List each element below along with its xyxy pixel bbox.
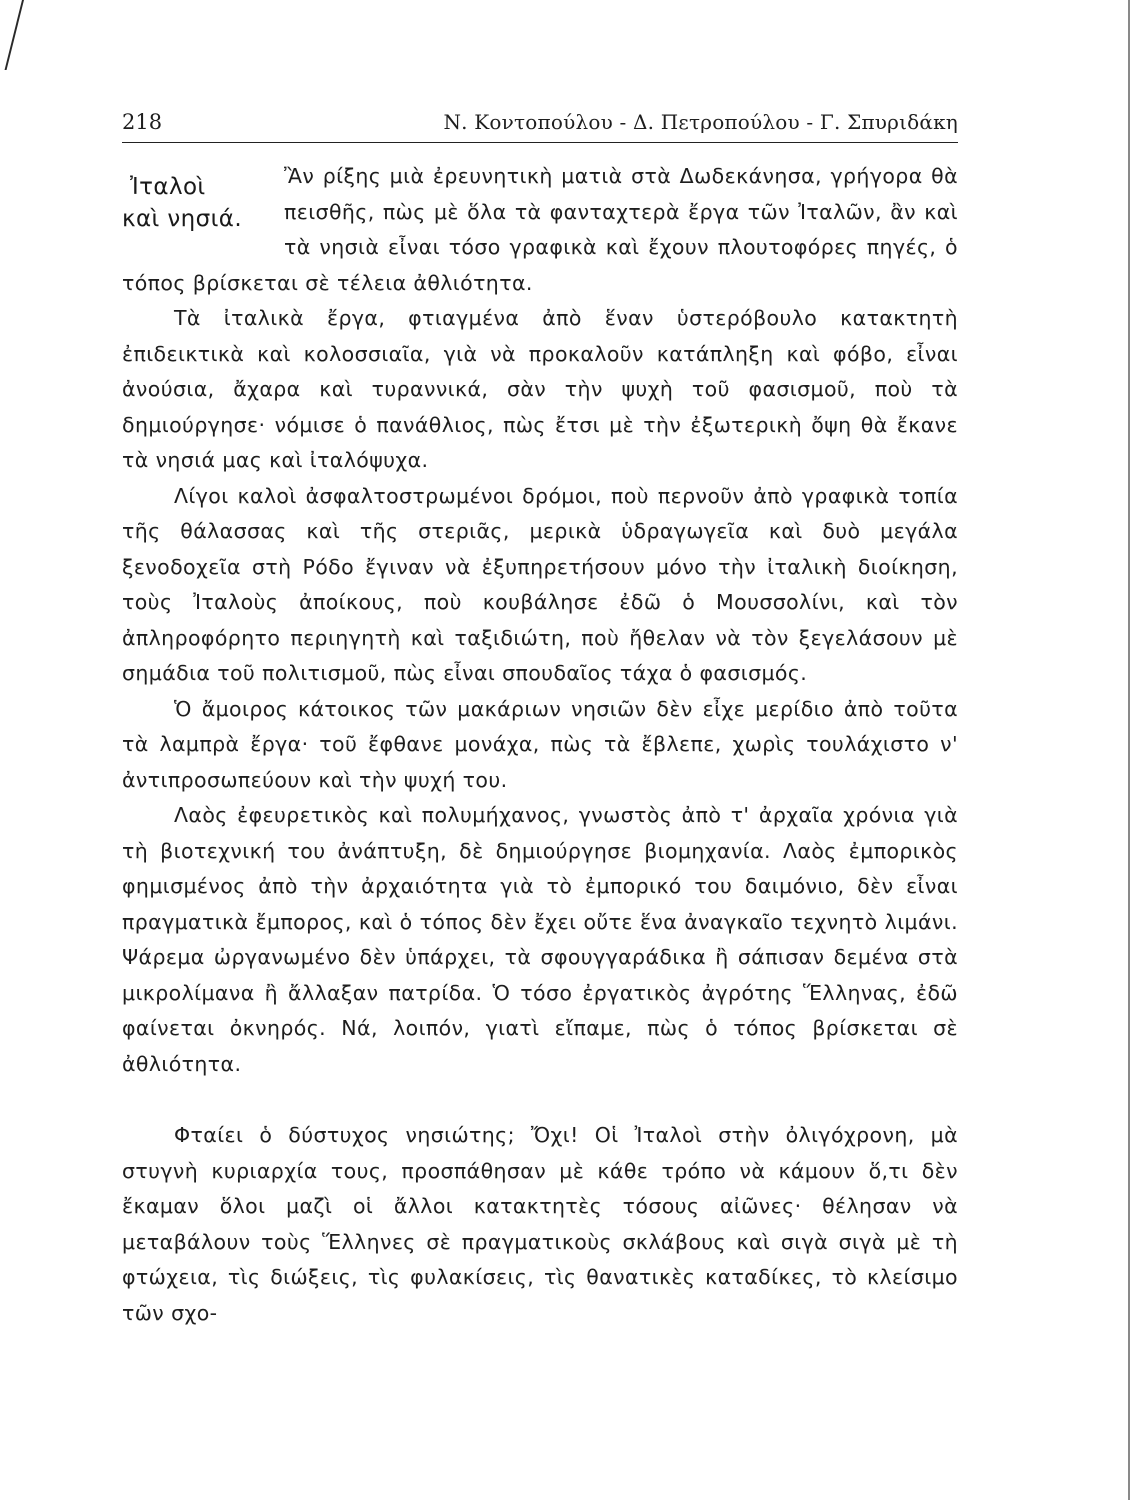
side-heading: [122, 171, 262, 235]
paragraph-6: Φταίει ὁ δύστυχος νησιώτης; Ὄχι! Οἱ Ἰταλοὶ στὴν ὀλιγόχρονη, μὰ στυγνὴ κυριαρχία τους, προσπάθησαν μὲ κάθε τρόπο νὰ κάμουν ὅ,τι δὲν ἔκαμαν ὅλοι μαζὶ οἱ ἄλλοι κατακτητὲς τόσους αἰῶνες· θέλησαν νὰ μεταβάλουν τοὺς Ἕλληνες σὲ πραγματικοὺς σκλάβους καὶ σιγὰ σιγὰ μὲ τὴ φτώχεια, τὶς διώξεις, τὶς φυλακίσεις, τὶς θανατικὲς καταδίκες, τὸ κλείσιμο τῶν σχο-: [122, 1123, 958, 1325]
header-authors: Ν. Κοντοπούλου - Δ. Πετροπούλου - Γ. Σπυριδάκη: [443, 110, 958, 134]
body-text: [122, 159, 958, 1331]
paragraph-4: Ὁ ἄμοιρος κάτοικος τῶν μακάριων νησιῶν δὲν εἶχε μερίδιο ἀπὸ τοῦτα τὰ λαμπρὰ ἔργα· τοῦ ἔφθανε μονάχα, πὼς τὰ ἔβλεπε, χωρὶς τουλάχιστο ν' ἀντιπροσωπεύουν καὶ τὴν ψυχή του.: [122, 696, 958, 792]
paragraph-1: Ἂν ρίξης μιὰ ἐρευνητικὴ ματιὰ στὰ Δωδεκάνησα, γρήγορα θὰ πεισθῆς, πὼς μὲ ὅλα τὰ φανταχτερὰ ἔργα τῶν Ἰταλῶν, ἂν καὶ τὰ νησιὰ εἶναι τόσο γραφικὰ καὶ ἔχουν πλουτοφόρες πηγές, ὁ τόπος βρίσκεται σὲ τέλεια ἀθλιότητα.: [122, 164, 958, 295]
side-heading-line-2: καὶ νησιά.: [122, 206, 243, 232]
book-page: [122, 106, 958, 1331]
running-head: [122, 106, 958, 143]
paragraph-2: Τὰ ἰταλικὰ ἔργα, φτιαγμένα ἀπὸ ἕναν ὑστερόβουλο κατακτητὴ ἐπιδεικτικὰ καὶ κολοσσιαῖα, γιὰ νὰ προκαλοῦν κατάπληξη καὶ φόβο, εἶναι ἀνούσια, ἄχαρα καὶ τυραννικά, σὰν τὴν ψυχὴ τοῦ φασισμοῦ, ποὺ τὰ δημιούργησε· νόμισε ὁ πανάθλιος, πὼς ἔτσι μὲ τὴν ἐξωτερικὴ ὄψη θὰ ἔκανε τὰ νησιά μας καὶ ἰταλόψυχα.: [122, 306, 958, 472]
section-gap: [122, 1082, 958, 1118]
paragraph-5: Λαὸς ἐφευρετικὸς καὶ πολυμήχανος, γνωστὸς ἀπὸ τ' ἀρχαῖα χρόνια γιὰ τὴ βιοτεχνική του ἀνάπτυξη, δὲ δημιούργησε βιομηχανία. Λαὸς ἐμπορικὸς φημισμένος ἀπὸ τὴν ἀρχαιότητα γιὰ τὸ ἐμπορικό του δαιμόνιο, δὲν εἶναι πραγματικὰ ἔμπορος, καὶ ὁ τόπος δὲν ἔχει οὔτε ἕνα ἀναγκαῖο τεχνητὸ λιμάνι. Ψάρεμα ὠργανωμένο δὲν ὑπάρχει, τὰ σφουγγαράδικα ἢ σάπισαν δεμένα στὰ μικρολίμανα ἢ ἄλλαξαν πατρίδα. Ὁ τόσο ἐργατικὸς ἀγρότης Ἕλληνας, ἐδῶ φαίνεται ὀκνηρός. Νά, λοιπόν, γιατὶ εἴπαμε, πὼς ὁ τόπος βρίσκεται σὲ ἀθλιότητα.: [122, 803, 958, 1076]
paragraph-3: Λίγοι καλοὶ ἀσφαλτοστρωμένοι δρόμοι, ποὺ περνοῦν ἀπὸ γραφικὰ τοπία τῆς θάλασσας καὶ τῆς στεριᾶς, μερικὰ ὑδραγωγεῖα καὶ δυὸ μεγάλα ξενοδοχεῖα στὴ Ρόδο ἔγιναν νὰ ἐξυπηρετήσουν μόνο τὴν ἰταλικὴ διοίκηση, τοὺς Ἰταλοὺς ἀποίκους, ποὺ κουβάλησε ἐδῶ ὁ Μουσσολίνι, καὶ τὸν ἀπληροφόρητο περιηγητὴ καὶ ταξιδιώτη, ποὺ ἤθελαν νὰ τὸν ξεγελάσουν μὲ σημάδια τοῦ πολιτισμοῦ, πὼς εἶναι σπουδαῖος τάχα ὁ φασισμός.: [122, 483, 958, 685]
side-heading-line-1: Ἰταλοὶ: [130, 174, 206, 200]
scan-edge-mark: [0, 0, 24, 70]
page-number: 218: [122, 110, 163, 134]
